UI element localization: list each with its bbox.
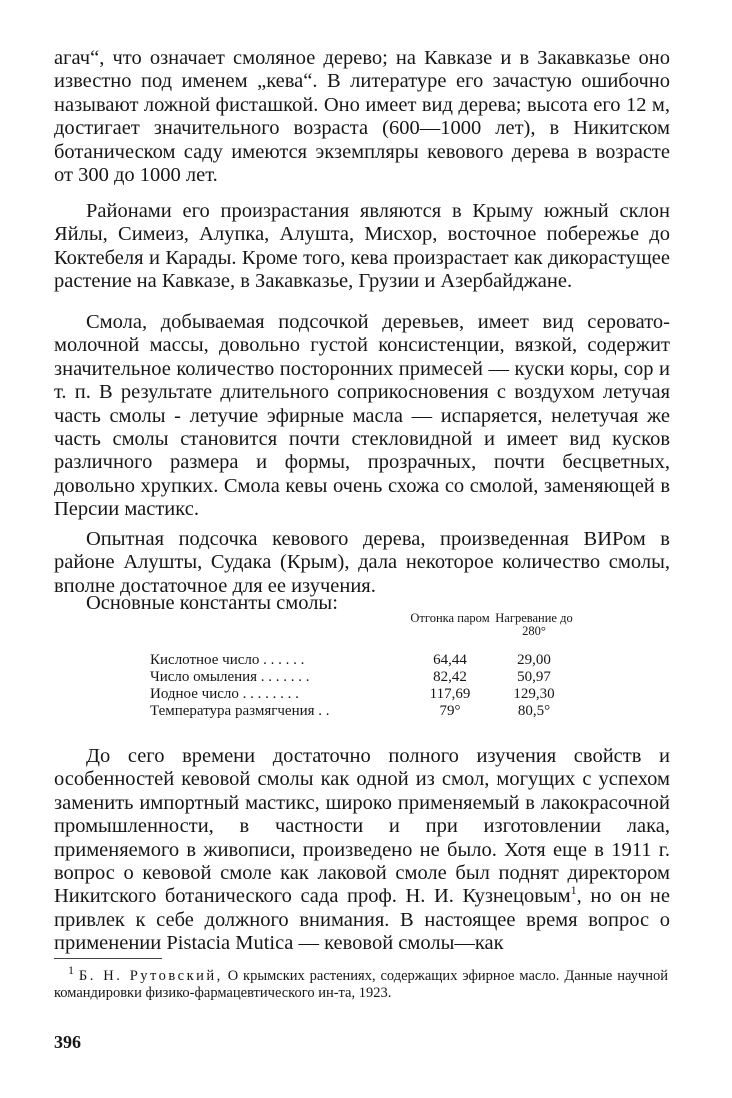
cell-value: 50,97 [517,669,551,685]
row-label: Температура размягчения . . [150,703,330,719]
footnote-mark: 1 [68,963,74,978]
paragraph-5-text-b: , но он не привлек к себе должного внимания. В настоящее время вопрос о применении Pistacia Mutica — кевовой смолы—как [54,885,671,955]
table-row [150,669,576,686]
column-header-steam-distillation: Отгонка паром [410,611,490,625]
paragraph-5 [54,745,670,956]
table-header-row [150,612,576,652]
row-label: Кислотное число . . . . . . [150,652,305,668]
table-header-blank [150,612,408,652]
row-label: Иодное число . . . . . . . . [150,686,299,702]
paragraph-1: агач“, что означает смоляное дерево; на Кавказе и в Закавказье оно известно под именем „кева“. В литературе его зачастую ошибочно называют ложной фисташкой. Оно имеет вид дерева; высота его 12 м, достигает значительного возраста (600—1000 лет), в Никитском ботаническом саду имеются экземпляры кевового дерева в возрасте от 300 до 1000 лет. [54,47,670,187]
table-row [150,703,576,720]
row-label: Число омыления . . . . . . . [150,669,310,685]
footnote [54,963,668,1002]
resin-constants-table [150,612,576,720]
cell-value: 29,00 [517,652,551,668]
cell-value: 79° [439,703,461,719]
paragraph-3: Смола, добываемая подсочкой деревьев, имеет вид серовато-молочной массы, довольно густой консистенции, вязкой, содержит значительное количество посторонних примесей — куски коры, сор и т. п. В результате длительного соприкосновения с воздухом летучая часть смолы - летучие эфирные масла — испаряется, нелетучая же часть смолы становится почти стекловидной и имеет вид кусков различного размера и формы, прозрачных, почти бесцветных, довольно хрупких. Смола кевы очень схожа со смолой, заменяющей в Персии мастикс. [54,311,670,521]
column-header-heating: Нагревание до 280° [495,611,573,638]
paragraph-2: Районами его произрастания являются в Крыму южный склон Яйлы, Симеиз, Алупка, Алушта, Мисхор, восточное побережье до Коктебеля и Карады. Кроме того, кева произрастает как дикорастущее растение на Кавказе, в Закавказье, Грузии и Азербайджане. [54,200,670,293]
cell-value: 64,44 [433,652,467,668]
table-row [150,686,576,703]
cell-value: 129,30 [513,686,555,702]
footnote-divider [54,958,162,959]
cell-value: 80,5° [517,703,551,719]
footnote-reference: 1 [570,883,577,898]
footnote-text: О крымских растениях, содержащих эфирное масло. Данные научной командировки физико-фармацевтического ин-та, 1923. [54,968,668,1001]
paragraph-5-text-a: До сего времени достаточно полного изучения свойств и особенностей кевовой смолы как одной из смол, могущих с успехом заменить импортный мастикс, широко применяемый в лакокрасочной промышленности, в частности и при изготовлении лака, применяемого в живописи, произведено не было. Хотя еще в 1911 г. вопрос о кевовой смоле как лаковой смоле был поднят директором Никитского ботанического сада проф. Н. И. Кузнецовым [54,745,670,908]
page-number: 396 [54,1032,81,1052]
cell-value: 82,42 [433,669,467,685]
cell-value: 117,69 [429,686,471,702]
constants-heading: Основные константы смолы: [86,592,338,614]
footnote-author: Б. Н. Рутовский, [78,968,223,984]
paragraph-4: Опытная подсочка кевового дерева, произведенная ВИРом в районе Алушты, Судака (Крым), дала некоторое количество смолы, вполне достаточное для ее изучения. [54,528,670,597]
table-row [150,652,576,669]
